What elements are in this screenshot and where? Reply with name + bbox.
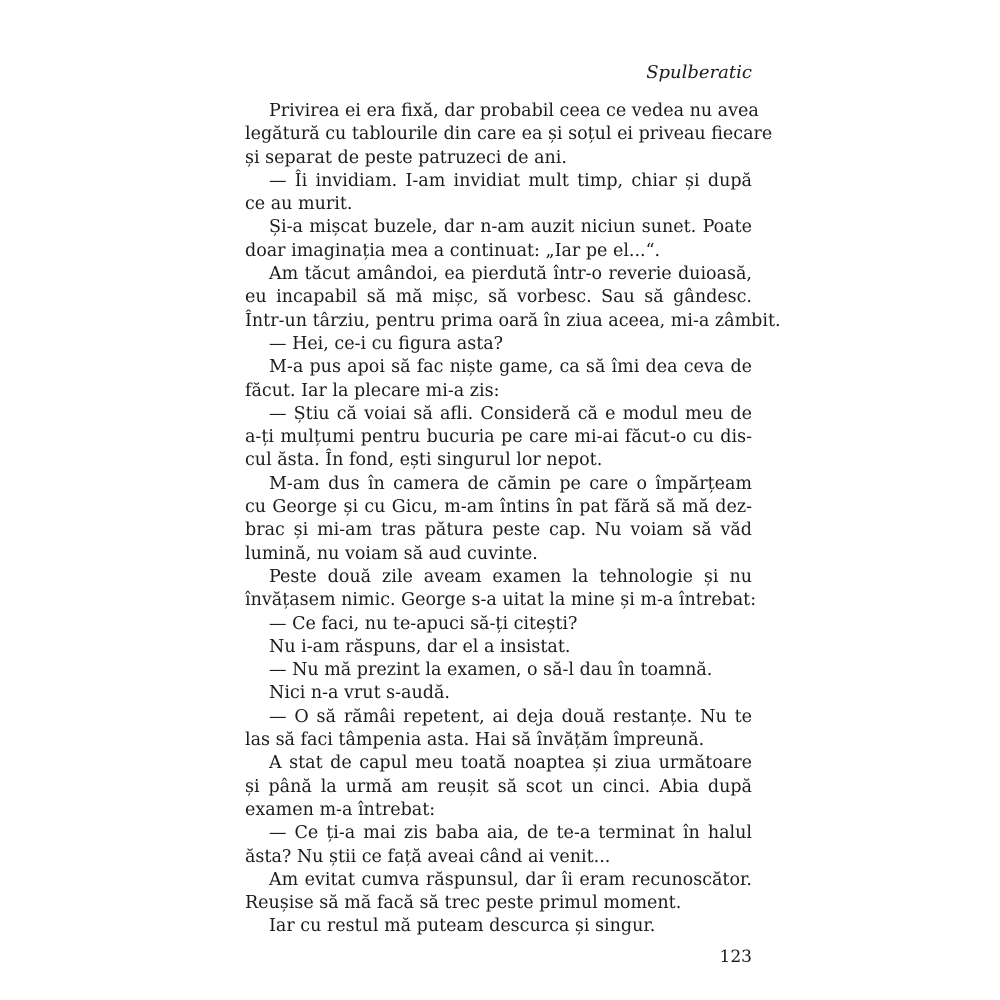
text-line: — Hei, ce-i cu figura asta?: [269, 333, 504, 354]
text-line: cu George și cu Gicu, m-am întins în pat fără să mă dez-: [245, 497, 752, 518]
paragraph: [245, 915, 752, 938]
paragraph: [245, 333, 752, 356]
paragraph: [245, 752, 752, 822]
text-line: Privirea ei era fixă, dar probabil ceea ce vedea nu avea: [269, 101, 759, 121]
paragraph: [245, 216, 752, 263]
paragraph: [245, 682, 752, 705]
text-line: M-am dus în camera de cămin pe care o împărțeam: [269, 473, 752, 494]
text-line: — O să rămâi repetent, ai deja două restanțe. Nu te: [269, 706, 752, 727]
text-line: — Ce faci, nu te-apuci să-ți citești?: [269, 613, 578, 634]
text-line: doar imaginația mea a continuat: „Iar pe el...“.: [245, 240, 661, 261]
paragraph: [245, 869, 752, 916]
paragraph: [245, 659, 752, 682]
paragraph: [245, 636, 752, 659]
text-line: ce au murit.: [245, 194, 353, 215]
text-line: lumină, nu voiam să aud cuvinte.: [245, 543, 538, 564]
text-line: și separat de peste patruzeci de ani.: [245, 147, 567, 168]
paragraph: [245, 822, 752, 869]
paragraph: [245, 263, 781, 333]
text-line: brac și mi-am tras pătura peste cap. Nu voiam să văd: [245, 520, 752, 541]
text-line: Reușise să mă facă să trec peste primul moment.: [245, 893, 682, 914]
page-number: 123: [719, 947, 752, 967]
text-line: M-a pus apoi să fac niște game, ca să îmi dea ceva de: [269, 357, 752, 378]
running-head: Spulberatic: [646, 62, 752, 83]
text-line: examen m-a întrebat:: [245, 799, 436, 820]
paragraph: [245, 100, 773, 170]
paragraph: [245, 356, 752, 403]
text-line: — Nu mă prezint la examen, o să-l dau în toamnă.: [269, 660, 713, 681]
text-line: — Ce ți-a mai zis baba aia, de te-a terminat în halul: [269, 823, 752, 844]
text-line: Peste două zile aveam examen la tehnologie și nu: [269, 566, 752, 587]
text-line: legătură cu tablourile din care ea și soțul ei priveau fiecare: [245, 124, 773, 145]
text-line: las să faci tâmpenia asta. Hai să învățăm împreună.: [245, 730, 705, 751]
text-line: și până la urmă am reușit să scot un cinci. Abia după: [245, 776, 752, 797]
text-line: Iar cu restul mă puteam descurca și singur.: [269, 916, 656, 937]
text-line: — Îi invidiam. I-am invidiat mult timp, chiar și după: [269, 170, 752, 191]
paragraph: [245, 170, 752, 217]
text-line: învățasem nimic. George s-a uitat la mine și m-a întrebat:: [245, 590, 757, 611]
paragraph: [245, 613, 752, 636]
text-line: ăsta? Nu știi ce față aveai când ai venit...: [245, 846, 611, 867]
text-line: Am evitat cumva răspunsul, dar îi eram recunoscător.: [269, 869, 752, 890]
text-line: Într-un târziu, pentru prima oară în ziua aceea, mi-a zâmbit.: [245, 310, 781, 331]
text-line: cul ăsta. În fond, ești singurul lor nepot.: [245, 450, 603, 471]
text-line: eu incapabil să mă mișc, să vorbesc. Sau să gândesc.: [245, 287, 752, 308]
text-line: făcut. Iar la plecare mi-a zis:: [245, 380, 500, 401]
paragraph: [245, 706, 752, 753]
paragraph: [245, 403, 752, 473]
text-line: A stat de capul meu toată noaptea și ziua următoare: [269, 753, 752, 774]
paragraph: [245, 566, 757, 613]
text-line: Nu i-am răspuns, dar el a insistat.: [269, 636, 571, 657]
text-line: a-ți mulțumi pentru bucuria pe care mi-ai făcut-o cu dis-: [245, 427, 752, 448]
text-line: Nici n-a vrut s-audă.: [269, 683, 450, 704]
body-text: [245, 100, 781, 939]
text-line: Și-a mișcat buzele, dar n-am auzit niciun sunet. Poate: [269, 217, 752, 238]
paragraph: [245, 473, 752, 566]
text-line: — Știu că voiai să afli. Consideră că e modul meu de: [269, 403, 752, 424]
text-line: Am tăcut amândoi, ea pierdută într-o reverie duioasă,: [269, 264, 752, 285]
